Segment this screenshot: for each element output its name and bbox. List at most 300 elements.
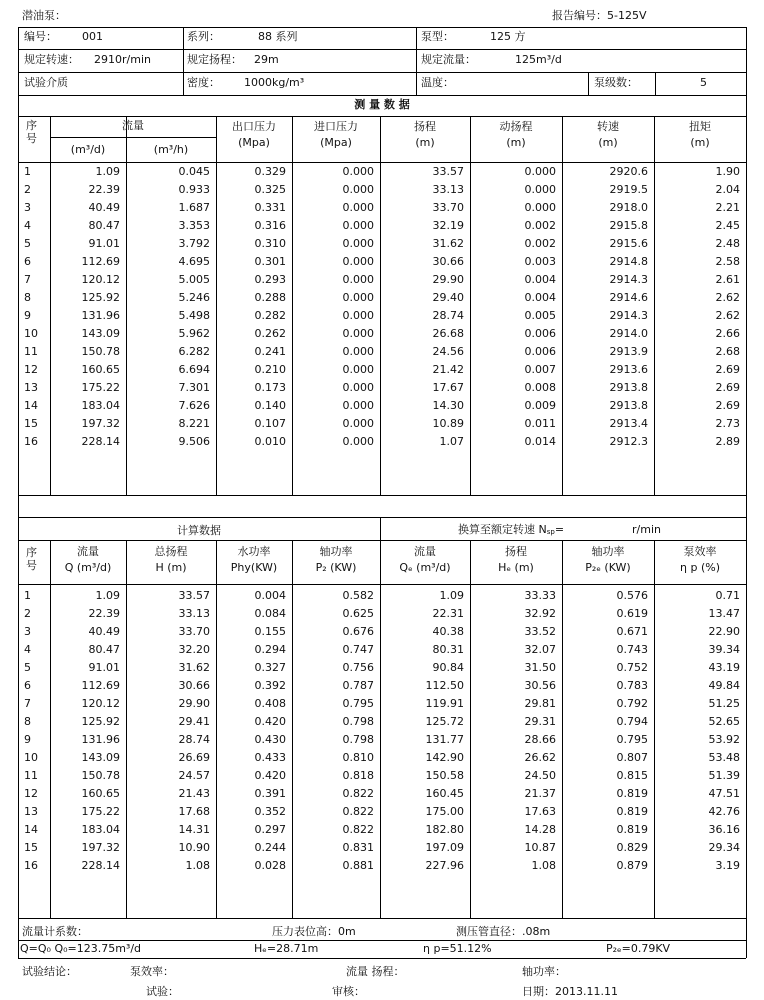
- calc-cell: 0.787: [342, 679, 374, 692]
- calc-cell: 29.41: [178, 715, 210, 728]
- calc-cell: 0.795: [342, 697, 374, 710]
- calc-cell: 14.28: [524, 823, 556, 836]
- measured-cell: 3.792: [178, 237, 210, 250]
- calc-cell: 24.50: [524, 769, 556, 782]
- measured-cell: 2.69: [715, 381, 740, 394]
- calc-cell: 0.433: [254, 751, 286, 764]
- calc-cell: 0.807: [616, 751, 648, 764]
- measured-cell: 228.14: [81, 435, 120, 448]
- measured-cell: 1.09: [95, 165, 120, 178]
- rated-head-label: 规定扬程：: [187, 53, 242, 66]
- calc-cell: 119.91: [425, 697, 464, 710]
- calc-cell: 33.33: [524, 589, 556, 602]
- rated-flow-unit: Qₑ (m³/d): [399, 561, 451, 574]
- measured-cell: 6: [24, 255, 31, 268]
- calc-cell: 0.352: [254, 805, 286, 818]
- measured-cell: 0.014: [524, 435, 556, 448]
- calc-cell: 143.09: [81, 751, 120, 764]
- calc-cell: 0.028: [254, 859, 286, 872]
- calc-cell: 0.297: [254, 823, 286, 836]
- measured-cell: 22.39: [88, 183, 120, 196]
- measured-cell: 0.293: [254, 273, 286, 286]
- conversion-unit: r/min: [632, 523, 661, 536]
- measured-cell: 29.40: [432, 291, 464, 304]
- measured-cell: 7.626: [178, 399, 210, 412]
- grid-line: [18, 958, 746, 959]
- measured-cell: 112.69: [81, 255, 120, 268]
- measured-cell: 2915.6: [609, 237, 648, 250]
- measured-flow-unit-h: (m³/h): [153, 143, 189, 156]
- calc-title: 计算数据: [177, 524, 221, 537]
- calc-cell: 125.92: [81, 715, 120, 728]
- calc-cell: 10.90: [178, 841, 210, 854]
- grid-line: [18, 517, 746, 518]
- calc-cell: 8: [24, 715, 31, 728]
- calc-cell: 0.795: [616, 733, 648, 746]
- calc-cell: 0.327: [254, 661, 286, 674]
- calc-cell: 80.31: [432, 643, 464, 656]
- calc-cell: 29.81: [524, 697, 556, 710]
- grid-line: [18, 162, 746, 163]
- speed-header: 转速: [597, 120, 619, 133]
- measured-cell: 91.01: [88, 237, 120, 250]
- measured-cell: 0.000: [342, 417, 374, 430]
- calc-cell: 12: [24, 787, 38, 800]
- measured-cell: 1.90: [715, 165, 740, 178]
- grid-line: [655, 72, 656, 95]
- calc-cell: 5: [24, 661, 31, 674]
- speed-unit: (m): [598, 136, 618, 149]
- calc-cell: 0.084: [254, 607, 286, 620]
- calc-cell: 43.19: [708, 661, 740, 674]
- calc-cell: 182.80: [425, 823, 464, 836]
- grid-line: [18, 495, 746, 496]
- measured-cell: 14.30: [432, 399, 464, 412]
- measured-cell: 1: [24, 165, 31, 178]
- measured-cell: 8.221: [178, 417, 210, 430]
- flow-coefficient: 流量计系数：: [22, 925, 88, 938]
- grid-line: [470, 540, 471, 918]
- calc-cell: 0.819: [616, 787, 648, 800]
- calc-cell: 2: [24, 607, 31, 620]
- measured-cell: 2913.8: [609, 381, 648, 394]
- measured-cell: 2913.8: [609, 399, 648, 412]
- measured-cell: 0.241: [254, 345, 286, 358]
- torque-unit: (m): [690, 136, 710, 149]
- calc-cell: 31.62: [178, 661, 210, 674]
- calc-flow-unit: Q (m³/d): [64, 561, 112, 574]
- measured-cell: 150.78: [81, 345, 120, 358]
- measured-cell: 6.282: [178, 345, 210, 358]
- calc-cell: 227.96: [425, 859, 464, 872]
- measured-cell: 8: [24, 291, 31, 304]
- calc-cell: 53.48: [708, 751, 740, 764]
- calc-cell: 0.783: [616, 679, 648, 692]
- calc-cell: 32.20: [178, 643, 210, 656]
- measured-cell: 4.695: [178, 255, 210, 268]
- measured-cell: 2912.3: [609, 435, 648, 448]
- measured-cell: 0.000: [342, 345, 374, 358]
- calc-cell: 1: [24, 589, 31, 602]
- report-number: 报告编号：5-125V: [552, 9, 647, 22]
- measured-cell: 2.69: [715, 363, 740, 376]
- measured-cell: 3.353: [178, 219, 210, 232]
- measured-cell: 0.045: [178, 165, 210, 178]
- measured-cell: 2.58: [715, 255, 740, 268]
- grid-line: [126, 116, 127, 495]
- calc-cell: 10.87: [524, 841, 556, 854]
- calc-cell: 0.625: [342, 607, 374, 620]
- calc-cell: 17.68: [178, 805, 210, 818]
- measured-cell: 0.325: [254, 183, 286, 196]
- calc-cell: 14: [24, 823, 38, 836]
- calc-cell: 33.52: [524, 625, 556, 638]
- grid-line: [50, 137, 216, 138]
- measured-cell: 0.006: [524, 327, 556, 340]
- measured-cell: 0.210: [254, 363, 286, 376]
- calc-cell: 0.831: [342, 841, 374, 854]
- measured-cell: 0.000: [342, 381, 374, 394]
- measured-cell: 120.12: [81, 273, 120, 286]
- model-value: 125 方: [490, 30, 526, 43]
- calc-cell: 0.392: [254, 679, 286, 692]
- calc-cell: 175.00: [425, 805, 464, 818]
- torque-header: 扭矩: [689, 120, 711, 133]
- measured-cell: 0.140: [254, 399, 286, 412]
- measured-cell: 9.506: [178, 435, 210, 448]
- calc-cell: 0.391: [254, 787, 286, 800]
- grid-line: [18, 940, 746, 941]
- measured-cell: 2914.3: [609, 273, 648, 286]
- conversion-title-text: 换算至额定转速 N: [458, 523, 547, 536]
- measured-cell: 0.000: [342, 255, 374, 268]
- calc-cell: 29.90: [178, 697, 210, 710]
- measured-cell: 0.009: [524, 399, 556, 412]
- stages-value: 5: [700, 76, 707, 89]
- measured-cell: 0.000: [342, 273, 374, 286]
- measured-cell: 2914.0: [609, 327, 648, 340]
- measured-cell: 2915.8: [609, 219, 648, 232]
- calc-cell: 0.408: [254, 697, 286, 710]
- measured-cell: 6.694: [178, 363, 210, 376]
- calc-cell: 30.56: [524, 679, 556, 692]
- measured-title: 测 量 数 据: [354, 98, 410, 111]
- gauge-height: 压力表位高：0m: [272, 925, 356, 938]
- measured-cell: 2.73: [715, 417, 740, 430]
- measured-cell: 33.57: [432, 165, 464, 178]
- calc-cell: 0.794: [616, 715, 648, 728]
- calc-cell: 28.66: [524, 733, 556, 746]
- grid-line: [380, 540, 381, 918]
- calc-cell: 13.47: [708, 607, 740, 620]
- measured-cell: 0.000: [342, 219, 374, 232]
- speed-value: 2910r/min: [94, 53, 151, 66]
- measured-cell: 2.66: [715, 327, 740, 340]
- calc-cell: 33.13: [178, 607, 210, 620]
- stages-label: 泵级数：: [594, 76, 638, 89]
- hydraulic-power-unit: Phy(KW): [230, 561, 278, 574]
- rated-efficiency-result: η p=51.12%: [423, 942, 492, 955]
- calc-cell: 1.09: [439, 589, 464, 602]
- measured-cell: 0.329: [254, 165, 286, 178]
- calc-cell: 0.155: [254, 625, 286, 638]
- calc-cell: 49.84: [708, 679, 740, 692]
- measured-cell: 1.07: [439, 435, 464, 448]
- total-head-unit: H (m): [155, 561, 187, 574]
- calc-cell: 0.576: [616, 589, 648, 602]
- measured-cell: 5.498: [178, 309, 210, 322]
- measured-cell: 7.301: [178, 381, 210, 394]
- measured-cell: 2.48: [715, 237, 740, 250]
- total-head-header: 总扬程: [154, 545, 188, 558]
- measured-cell: 1.687: [178, 201, 210, 214]
- measured-cell: 0.004: [524, 291, 556, 304]
- efficiency-label: 泵效率：: [130, 965, 174, 978]
- no-value: 001: [82, 30, 103, 43]
- measured-cell: 0.000: [342, 237, 374, 250]
- temperature-label: 温度：: [421, 76, 454, 89]
- measured-cell: 11: [24, 345, 38, 358]
- calc-cell: 39.34: [708, 643, 740, 656]
- grid-line: [654, 540, 655, 918]
- calc-cell: 175.22: [81, 805, 120, 818]
- calc-cell: 0.756: [342, 661, 374, 674]
- measured-cell: 0.933: [178, 183, 210, 196]
- calc-cell: 22.39: [88, 607, 120, 620]
- measured-cell: 0.301: [254, 255, 286, 268]
- calc-cell: 22.31: [432, 607, 464, 620]
- calc-cell: 47.51: [708, 787, 740, 800]
- rated-shaft-power-unit: P₂ₑ (KW): [585, 561, 631, 574]
- calc-cell: 112.69: [81, 679, 120, 692]
- conversion-title-sub: sp: [546, 528, 555, 536]
- calc-cell: 0.752: [616, 661, 648, 674]
- calc-cell: 0.879: [616, 859, 648, 872]
- calc-cell: 28.74: [178, 733, 210, 746]
- calc-cell: 90.84: [432, 661, 464, 674]
- measured-cell: 28.74: [432, 309, 464, 322]
- calc-cell: 36.16: [708, 823, 740, 836]
- measured-cell: 0.004: [524, 273, 556, 286]
- measured-cell: 0.000: [524, 201, 556, 214]
- calc-cell: 14.31: [178, 823, 210, 836]
- flow-head-label: 流量 扬程：: [346, 965, 405, 978]
- calc-cell: 0.671: [616, 625, 648, 638]
- density-label: 密度：: [187, 76, 220, 89]
- measured-cell: 5: [24, 237, 31, 250]
- measured-cell: 197.32: [81, 417, 120, 430]
- calc-cell: 0.822: [342, 805, 374, 818]
- calc-cell: 0.810: [342, 751, 374, 764]
- calc-cell: 4: [24, 643, 31, 656]
- calc-cell: 0.420: [254, 769, 286, 782]
- rated-head-header: 扬程: [505, 545, 527, 558]
- measured-cell: 2.69: [715, 399, 740, 412]
- calc-cell: 80.47: [88, 643, 120, 656]
- dynamic-head-unit: (m): [506, 136, 526, 149]
- series-value: 88 系列: [258, 30, 298, 43]
- measured-cell: 2.68: [715, 345, 740, 358]
- measured-cell: 0.000: [342, 327, 374, 340]
- calc-cell: 40.49: [88, 625, 120, 638]
- measured-cell: 4: [24, 219, 31, 232]
- measured-cell: 0.008: [524, 381, 556, 394]
- calc-cell: 33.70: [178, 625, 210, 638]
- calc-cell: 131.96: [81, 733, 120, 746]
- measured-flow-header: 流量: [122, 119, 144, 132]
- measured-cell: 0.000: [342, 309, 374, 322]
- measured-cell: 7: [24, 273, 31, 286]
- measured-cell: 160.65: [81, 363, 120, 376]
- calc-cell: 91.01: [88, 661, 120, 674]
- calc-cell: 150.58: [425, 769, 464, 782]
- rated-flow-header: 流量: [414, 545, 436, 558]
- measured-cell: 33.13: [432, 183, 464, 196]
- measured-cell: 2.45: [715, 219, 740, 232]
- measured-cell: 2920.6: [609, 165, 648, 178]
- calc-cell: 160.45: [425, 787, 464, 800]
- measured-cell: 0.000: [342, 291, 374, 304]
- calc-cell: 1.08: [185, 859, 210, 872]
- calc-cell: 197.32: [81, 841, 120, 854]
- measured-cell: 31.62: [432, 237, 464, 250]
- pipe-diameter: 测压管直径：.08m: [456, 925, 551, 938]
- calc-cell: 24.57: [178, 769, 210, 782]
- calc-cell: 9: [24, 733, 31, 746]
- calc-cell: 0.294: [254, 643, 286, 656]
- calc-cell: 21.43: [178, 787, 210, 800]
- calc-cell: 131.77: [425, 733, 464, 746]
- measured-cell: 2: [24, 183, 31, 196]
- measured-cell: 0.003: [524, 255, 556, 268]
- grid-line: [746, 27, 747, 958]
- calc-cell: 120.12: [81, 697, 120, 710]
- measured-cell: 40.49: [88, 201, 120, 214]
- calc-cell: 0.244: [254, 841, 286, 854]
- calc-cell: 0.829: [616, 841, 648, 854]
- grid-line: [470, 116, 471, 495]
- calc-cell: 1.08: [531, 859, 556, 872]
- measured-cell: 0.107: [254, 417, 286, 430]
- rated-head-value: 29m: [254, 53, 279, 66]
- grid-line: [562, 116, 563, 495]
- shaft-power-label: 轴功率：: [522, 965, 566, 978]
- grid-line: [18, 27, 19, 958]
- grid-line: [292, 116, 293, 495]
- calc-cell: 0.798: [342, 733, 374, 746]
- reviewer-label: 审核：: [332, 985, 365, 998]
- measured-cell: 0.000: [342, 183, 374, 196]
- rated-flow-label: 规定流量：: [421, 53, 476, 66]
- measured-cell: 0.000: [524, 165, 556, 178]
- calc-cell: 11: [24, 769, 38, 782]
- calc-cell: 0.747: [342, 643, 374, 656]
- measured-cell: 10.89: [432, 417, 464, 430]
- measured-cell: 175.22: [81, 381, 120, 394]
- out-pressure-unit: (Mpa): [238, 136, 270, 149]
- measured-cell: 80.47: [88, 219, 120, 232]
- calc-cell: 17.63: [524, 805, 556, 818]
- calc-cell: 0.818: [342, 769, 374, 782]
- calc-cell: 0.819: [616, 805, 648, 818]
- pump-type-label: 潜油泵：: [22, 9, 66, 22]
- calc-cell: 0.822: [342, 823, 374, 836]
- grid-line: [18, 49, 746, 50]
- conclusion-label: 试验结论：: [22, 965, 77, 978]
- grid-line: [18, 95, 746, 96]
- model-label: 泵型：: [421, 30, 454, 43]
- measured-cell: 33.70: [432, 201, 464, 214]
- calc-flow-header: 流量: [77, 545, 99, 558]
- measured-cell: 125.92: [81, 291, 120, 304]
- measured-cell: 2.62: [715, 309, 740, 322]
- measured-cell: 2.21: [715, 201, 740, 214]
- grid-line: [183, 27, 184, 95]
- grid-line: [654, 116, 655, 495]
- measured-cell: 10: [24, 327, 38, 340]
- measured-cell: 0.000: [342, 435, 374, 448]
- measured-cell: 183.04: [81, 399, 120, 412]
- calc-cell: 0.004: [254, 589, 286, 602]
- date-label: 日期：2013.11.11: [522, 985, 618, 998]
- measured-cell: 0.002: [524, 237, 556, 250]
- calc-cell: 160.65: [81, 787, 120, 800]
- measured-cell: 2914.8: [609, 255, 648, 268]
- grid-line: [562, 540, 563, 918]
- measured-cell: 0.282: [254, 309, 286, 322]
- calc-cell: 10: [24, 751, 38, 764]
- medium-label: 试验介质: [24, 76, 68, 89]
- calc-cell: 0.676: [342, 625, 374, 638]
- calc-cell: 52.65: [708, 715, 740, 728]
- grid-line: [416, 27, 417, 95]
- calc-cell: 0.420: [254, 715, 286, 728]
- calc-seq-header: 序号: [26, 546, 37, 572]
- measured-cell: 0.316: [254, 219, 286, 232]
- measured-cell: 2913.9: [609, 345, 648, 358]
- conversion-title: [458, 524, 564, 536]
- calc-cell: 228.14: [81, 859, 120, 872]
- measured-cell: 29.90: [432, 273, 464, 286]
- calc-cell: 0.792: [616, 697, 648, 710]
- shaft-power-header: 轴功率: [319, 545, 353, 558]
- measured-cell: 0.010: [254, 435, 286, 448]
- measured-cell: 5.962: [178, 327, 210, 340]
- grid-line: [18, 918, 746, 919]
- measured-cell: 0.006: [524, 345, 556, 358]
- calc-cell: 6: [24, 679, 31, 692]
- tester-label: 试验：: [146, 985, 179, 998]
- grid-line: [126, 540, 127, 918]
- measured-cell: 0.262: [254, 327, 286, 340]
- in-pressure-header: 进口压力: [314, 120, 358, 133]
- shaft-power-unit: P₂ (KW): [315, 561, 357, 574]
- calc-cell: 40.38: [432, 625, 464, 638]
- calc-cell: 0.798: [342, 715, 374, 728]
- rated-flow-value: 125m³/d: [515, 53, 562, 66]
- calc-cell: 51.39: [708, 769, 740, 782]
- measured-cell: 24.56: [432, 345, 464, 358]
- calc-cell: 26.69: [178, 751, 210, 764]
- measured-seq-header: 序号: [26, 119, 37, 145]
- measured-cell: 0.000: [342, 201, 374, 214]
- grid-line: [18, 116, 746, 117]
- calc-cell: 0.619: [616, 607, 648, 620]
- dynamic-head-header: 动扬程: [499, 120, 533, 133]
- measured-cell: 14: [24, 399, 38, 412]
- measured-cell: 0.331: [254, 201, 286, 214]
- measured-cell: 21.42: [432, 363, 464, 376]
